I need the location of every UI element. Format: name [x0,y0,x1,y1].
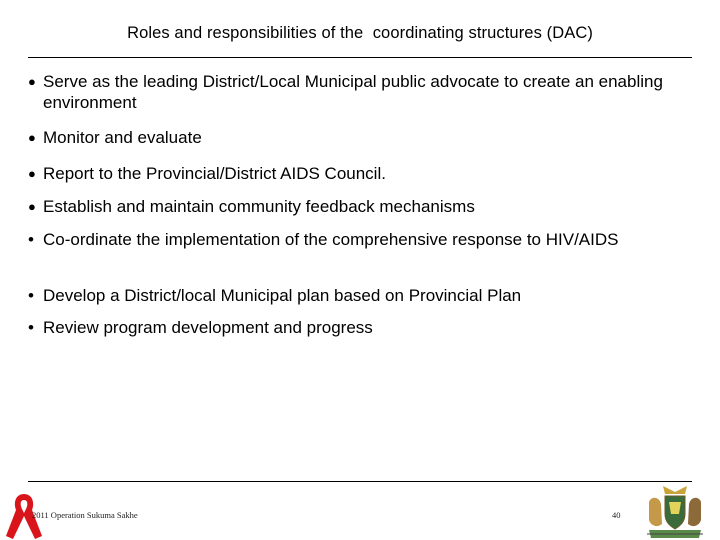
bullet-marker: ● [28,130,36,145]
list-item [28,229,688,250]
bullet-marker: ● [28,166,36,181]
bullet-marker: • [28,318,34,337]
slide-title: Roles and responsibilities of the coordinating structures (DAC) [127,24,593,42]
list-item [28,71,688,113]
list-item-text: Establish and maintain community feedback mechanisms [43,197,475,216]
list-item [28,317,688,338]
list-item-text: Monitor and evaluate [43,128,202,147]
bullet-marker: ● [28,74,36,89]
list-item [28,163,688,184]
list-item [28,127,688,148]
list-item [28,196,688,217]
list-item [28,285,688,306]
list-item-text: Develop a District/local Municipal plan based on Provincial Plan [43,286,522,305]
bullet-marker: • [28,286,34,305]
list-item-text: Report to the Provincial/District AIDS Council. [43,164,386,183]
footer-text: 2011 Operation Sukuma Sakhe [32,510,138,520]
title-divider [28,57,692,58]
footer-divider [28,481,692,482]
bullet-marker: ● [28,199,36,214]
page-number: 40 [612,510,621,520]
bullet-marker: • [28,230,34,249]
coat-of-arms-icon [643,484,707,540]
list-item-text: Review program development and progress [43,318,373,337]
list-item-text: Serve as the leading District/Local Municipal public advocate to create an enabling environment [43,72,663,112]
list-item-text: Co-ordinate the implementation of the comprehensive response to HIV/AIDS [43,230,619,249]
